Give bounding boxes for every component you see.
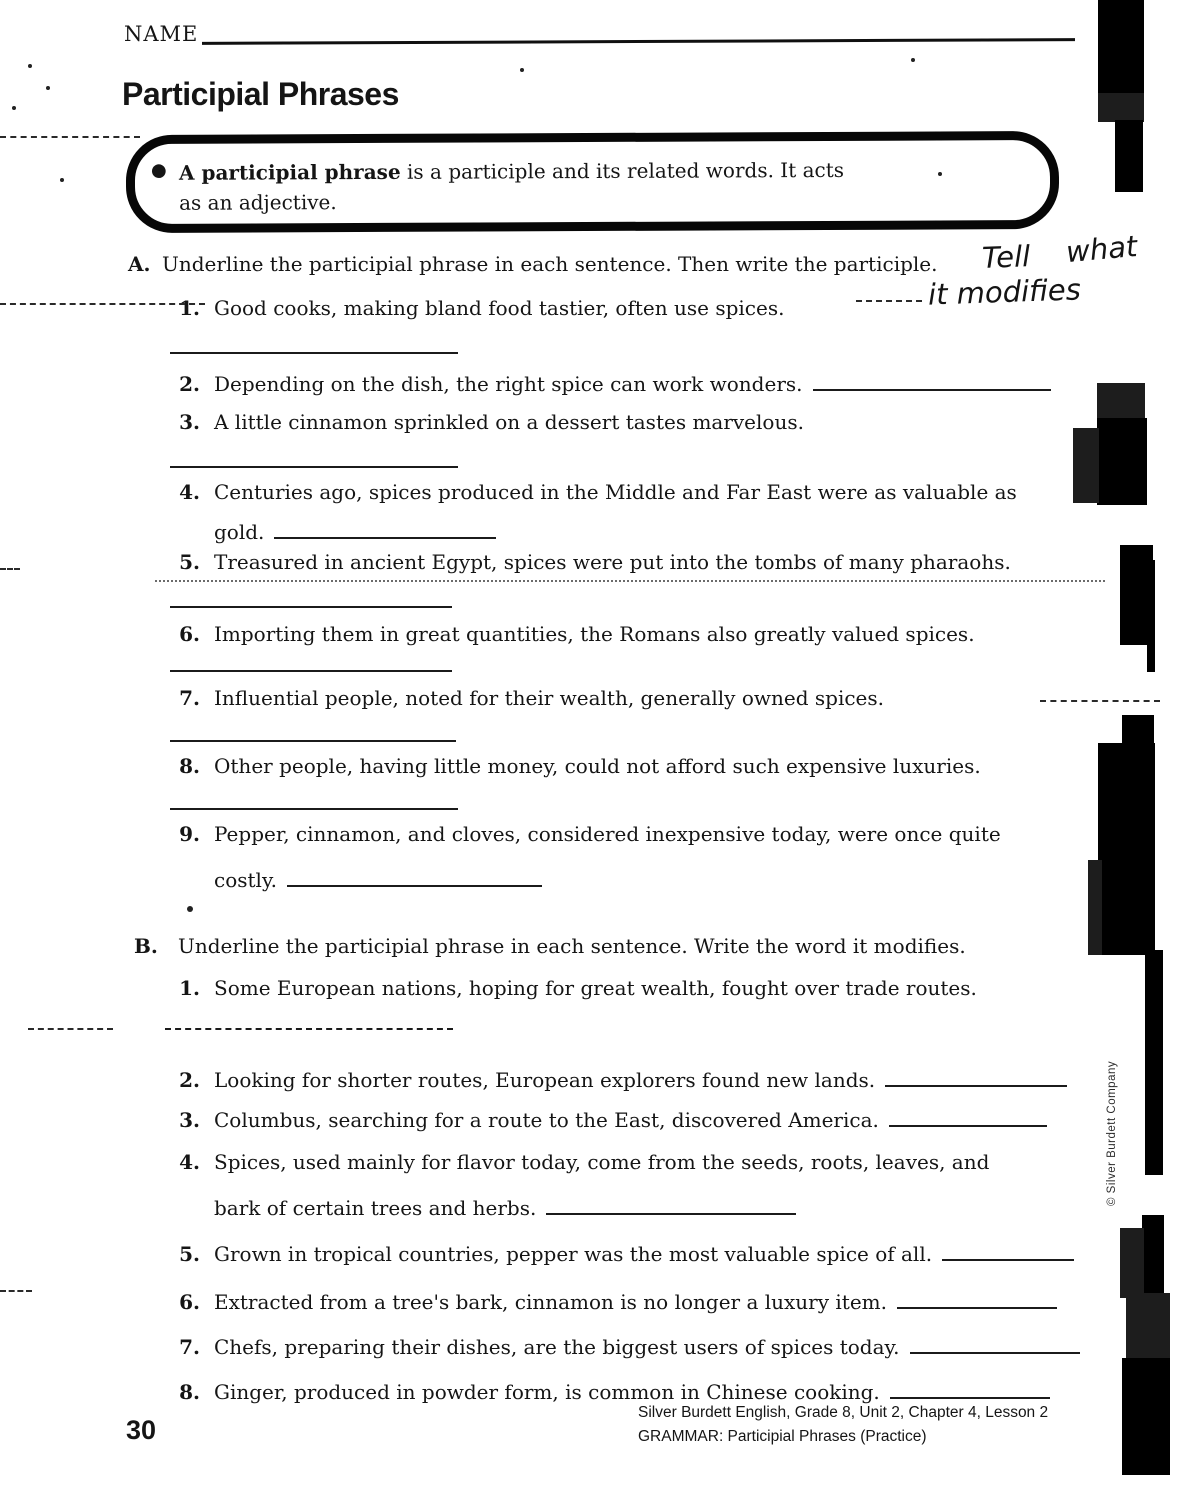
scan-artifact [1120,1228,1144,1298]
page-title: Participial Phrases [122,76,399,112]
answer-blank [813,370,1051,391]
section-a-label: A. [128,252,151,276]
item-text: gold. [214,520,265,544]
definition-text [179,155,844,218]
item-text: Pepper, cinnamon, and cloves, considered inexpensive today, were once quite [214,822,1001,846]
scan-artifact [155,580,1105,582]
item-number: 5. [179,550,200,574]
definition-box [126,131,1059,233]
sentence-item-a5 [170,550,1011,574]
scan-artifact [1098,743,1155,955]
footer-source: Silver Burdett English, Grade 8, Unit 2, Chapter 4, Lesson 2 [638,1404,1049,1421]
footer-credit [638,1401,1048,1449]
bullet-icon: ● [150,159,167,181]
item-number: 6. [179,1290,200,1314]
item-number: 8. [179,1380,200,1404]
definition-rest-2: as an adjective. [179,190,337,215]
answer-blank [170,466,458,468]
item-number: 9. [179,822,200,846]
scan-artifact [1126,1293,1170,1361]
scan-artifact [1088,860,1102,955]
item-text: Importing them in great quantities, the Romans also greatly valued spices. [214,622,975,646]
item-text: A little cinnamon sprinkled on a dessert tastes marvelous. [214,410,804,434]
answer-blank [274,518,496,539]
sentence-item-b1 [170,976,977,1000]
answer-blank [287,866,542,887]
item-text: Spices, used mainly for flavor today, come from the seeds, roots, leaves, and [214,1150,990,1174]
scan-artifact [0,1290,32,1292]
scan-artifact [28,1028,113,1030]
sentence-item-b4 [170,1150,989,1174]
answer-blank [170,740,456,742]
item-text: Grown in tropical countries, pepper was the most valuable spice of all. [214,1242,933,1266]
sentence-item-a9-line2 [170,866,542,892]
sentence-item-b6 [170,1288,1057,1314]
scan-artifact [1147,560,1155,672]
scan-artifact [1098,93,1144,122]
page-number: 30 [126,1415,157,1445]
sentence-item-b3 [170,1106,1047,1132]
scan-artifact [938,172,942,176]
item-number: 6. [179,622,200,646]
item-number: 1. [179,976,200,1000]
section-b-header [134,934,966,958]
sentence-item-a8 [170,754,981,778]
scan-artifact [1097,383,1145,423]
item-text: Depending on the dish, the right spice can work wonders. [214,372,803,396]
item-text: Centuries ago, spices produced in the Middle and Far East were as valuable as [214,480,1017,504]
sentence-item-a4-line2 [170,518,496,544]
sentence-item-b4-line2 [170,1194,796,1220]
item-number: 7. [179,1335,200,1359]
answer-blank [890,1378,1050,1399]
definition-term: A participial phrase [178,159,401,185]
copyright-vertical: © Silver Burdett Company [1106,1060,1118,1206]
scan-artifact [1115,120,1143,192]
footer-subject: GRAMMAR: Participial Phrases (Practice) [638,1428,927,1445]
answer-blank [910,1333,1080,1354]
sentence-item-a2 [170,370,1051,396]
item-text: bark of certain trees and herbs. [214,1196,537,1220]
scan-artifact [1142,1215,1164,1300]
sentence-item-b2 [170,1066,1067,1092]
item-number: 8. [179,754,200,778]
item-text: costly. [214,868,277,892]
scan-artifact [520,68,524,72]
item-text: Influential people, noted for their wealth, generally owned spices. [214,686,884,710]
sentence-item-b7 [170,1333,1080,1359]
item-text: Good cooks, making bland food tastier, often use spices. [214,296,785,320]
item-number: 3. [179,1108,200,1132]
section-a-instructions: Underline the participial phrase in each sentence. Then write the participle. [162,252,938,276]
item-text: Ginger, produced in powder form, is common in Chinese cooking. [214,1380,880,1404]
scan-artifact [187,906,193,912]
name-label: NAME [124,22,199,46]
scan-artifact [0,303,205,305]
section-b-label: B. [134,934,158,958]
item-text: Chefs, preparing their dishes, are the biggest users of spices today. [214,1335,900,1359]
sentence-item-a4 [170,480,1017,504]
scan-artifact [1098,0,1144,96]
item-text: Looking for shorter routes, European explorers found new lands. [214,1068,876,1092]
sentence-item-a9 [170,822,1001,846]
item-number: 4. [179,480,200,504]
item-text: Columbus, searching for a route to the East, discovered America. [214,1108,879,1132]
sentence-item-a7 [170,686,884,710]
answer-blank [170,352,458,354]
item-number: 1. [179,296,200,320]
item-number: 4. [179,1150,200,1174]
scan-artifact [1073,428,1099,503]
item-number: 5. [179,1242,200,1266]
scan-artifact [0,136,140,138]
item-number: 2. [179,1068,200,1092]
handwriting-it-modifies: it modifies [927,272,1082,312]
sentence-item-a6 [170,622,975,646]
item-text: Extracted from a tree's bark, cinnamon is no longer a luxury item. [214,1290,887,1314]
scan-artifact [856,300,922,302]
scan-artifact [1122,1358,1170,1475]
scan-artifact [1097,418,1147,505]
scan-artifact [911,58,915,62]
sentence-item-a3 [170,410,804,434]
section-b-instructions: Underline the participial phrase in each sentence. Write the word it modifies. [178,934,966,958]
answer-blank [889,1106,1047,1127]
item-text: Some European nations, hoping for great wealth, fought over trade routes. [214,976,977,1000]
item-number: 3. [179,410,200,434]
handwriting-tell: Tell [981,239,1031,275]
answer-blank [165,1028,453,1030]
item-text: Treasured in ancient Egypt, spices were put into the tombs of many pharaohs. [214,550,1011,574]
item-number: 7. [179,686,200,710]
answer-blank [170,808,458,810]
handwriting-what: what [1064,228,1139,270]
name-blank-line [202,38,1075,45]
answer-blank [170,606,452,608]
scan-artifact [1145,950,1163,1175]
item-text: Other people, having little money, could not afford such expensive luxuries. [214,754,981,778]
answer-blank [170,670,452,672]
sentence-item-b5 [170,1240,1074,1266]
sentence-item-a1 [170,296,784,320]
answer-blank [885,1066,1067,1087]
answer-blank [942,1240,1074,1261]
scan-artifact [46,86,50,90]
scan-artifact [1040,700,1160,702]
scan-artifact [60,178,64,182]
scan-artifact [12,106,16,110]
scan-artifact [28,64,32,68]
answer-blank [546,1194,796,1215]
scan-artifact [0,568,20,570]
item-number: 2. [179,372,200,396]
definition-rest-1: is a participle and its related words. It acts [400,157,845,184]
section-a-header [128,252,937,276]
answer-blank [897,1288,1057,1309]
